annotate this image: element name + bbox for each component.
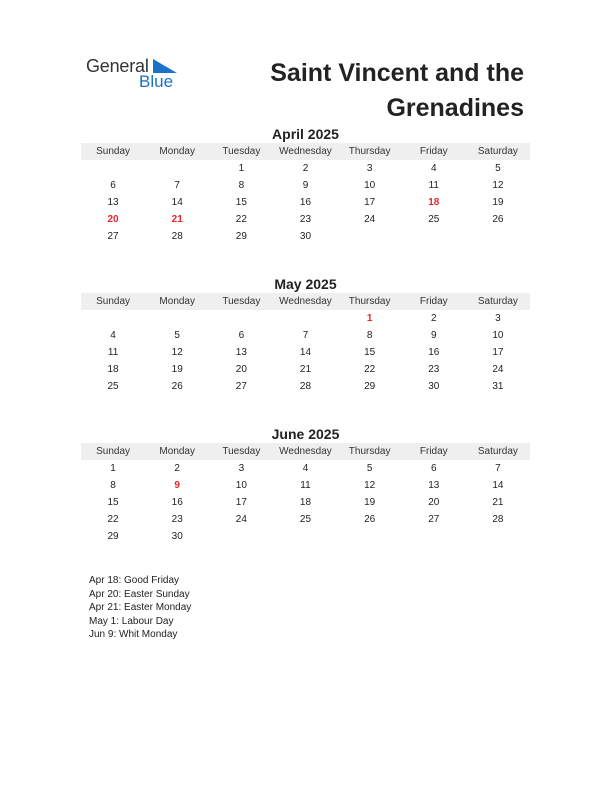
day-cell: 7 [302, 330, 309, 341]
day-cell: 16 [428, 347, 440, 358]
week-row [81, 344, 530, 361]
day-cell: 13 [107, 197, 119, 208]
weekday-label: Wednesday [279, 146, 332, 157]
day-cell: 10 [364, 180, 376, 191]
day-cell: 4 [430, 163, 437, 174]
day-cell: 29 [235, 231, 247, 242]
weekday-label: Wednesday [279, 446, 332, 457]
holiday-list [89, 574, 191, 642]
day-cell: 14 [299, 347, 312, 358]
logo-general-text: General [86, 56, 149, 76]
weekday-header-row [81, 293, 530, 310]
week-row [81, 460, 530, 477]
day-cell: 18 [107, 364, 119, 375]
day-cell: 22 [107, 514, 119, 525]
day-cell: 12 [364, 480, 376, 491]
day-cell: 25 [428, 214, 440, 225]
weekday-label: Saturday [477, 146, 518, 157]
day-cell: 29 [107, 531, 119, 542]
day-cell: 25 [299, 514, 312, 525]
day-cell: 3 [495, 313, 501, 324]
week-row [81, 494, 530, 511]
weekday-label: Monday [159, 446, 195, 457]
weekday-label: Saturday [477, 296, 518, 307]
weekday-label: Tuesday [222, 296, 261, 307]
page-title [270, 56, 524, 126]
day-cell: 26 [492, 214, 504, 225]
day-cell: 23 [428, 364, 440, 375]
day-cell: 28 [492, 514, 504, 525]
day-cell: 6 [430, 463, 437, 474]
day-cell: 10 [235, 480, 247, 491]
day-cell: 5 [174, 330, 180, 341]
week-row [81, 327, 530, 344]
day-cell: 29 [364, 381, 376, 392]
weekday-label: Thursday [348, 146, 391, 157]
day-cell: 31 [492, 381, 504, 392]
day-cell: 5 [495, 163, 501, 174]
day-cell: 30 [299, 231, 312, 242]
weekday-label: Tuesday [222, 446, 261, 457]
holiday-item: May 1: Labour Day [89, 615, 174, 627]
month-calendar [81, 275, 530, 395]
weekday-label: Monday [159, 296, 195, 307]
day-cell: 23 [171, 514, 183, 525]
holiday-item: Jun 9: Whit Monday [89, 629, 178, 641]
week-row [81, 378, 530, 395]
day-cell: 11 [300, 480, 311, 491]
day-cell: 9 [174, 480, 180, 491]
weekday-label: Friday [419, 146, 448, 157]
day-cell: 3 [238, 463, 245, 474]
weekday-label: Friday [419, 446, 448, 457]
day-cell: 23 [299, 214, 312, 225]
day-cell: 21 [492, 497, 504, 508]
day-cell: 22 [364, 364, 376, 375]
page-title-line-2: Grenadines [386, 94, 524, 122]
day-cell: 19 [171, 364, 183, 375]
day-cell: 21 [171, 214, 183, 225]
month-calendar [81, 125, 530, 245]
day-cell: 17 [364, 197, 376, 208]
day-cell: 30 [171, 531, 183, 542]
day-cell: 17 [235, 497, 247, 508]
month-title: May 2025 [274, 276, 337, 292]
weekday-header-row [81, 443, 530, 460]
day-cell: 30 [428, 381, 440, 392]
day-cell: 17 [492, 347, 504, 358]
day-cell: 19 [364, 497, 376, 508]
weekday-label: Monday [159, 146, 195, 157]
day-cell: 8 [238, 180, 245, 191]
day-cell: 24 [235, 514, 247, 525]
day-cell: 12 [171, 347, 183, 358]
day-cell: 27 [235, 381, 247, 392]
day-cell: 2 [302, 163, 309, 174]
day-cell: 3 [366, 163, 373, 174]
day-cell: 20 [235, 364, 247, 375]
day-cell: 26 [171, 381, 183, 392]
day-cell: 13 [428, 480, 440, 491]
day-cell: 28 [171, 231, 183, 242]
week-row [81, 211, 530, 228]
week-row [81, 511, 530, 528]
day-cell: 4 [302, 463, 309, 474]
day-cell: 1 [238, 163, 245, 174]
month-calendar [81, 425, 530, 545]
logo-triangle-icon [153, 59, 177, 73]
weekday-label: Sunday [96, 146, 131, 157]
day-cell: 8 [366, 330, 373, 341]
day-cell: 19 [492, 197, 504, 208]
day-cell: 8 [110, 480, 116, 491]
month-title: June 2025 [271, 426, 340, 442]
day-cell: 28 [299, 381, 312, 392]
day-cell: 22 [235, 214, 247, 225]
weekday-label: Tuesday [222, 146, 261, 157]
weekday-label: Sunday [96, 296, 131, 307]
holiday-item: Apr 20: Easter Sunday [89, 588, 190, 600]
day-cell: 11 [107, 347, 119, 358]
day-cell: 26 [364, 514, 376, 525]
day-cell: 6 [110, 180, 116, 191]
week-row [81, 228, 530, 245]
day-cell: 7 [174, 180, 180, 191]
day-cell: 24 [364, 214, 376, 225]
day-cell: 6 [238, 330, 245, 341]
weekday-label: Thursday [348, 296, 391, 307]
day-cell: 10 [492, 330, 504, 341]
month-title: April 2025 [272, 126, 339, 142]
day-cell: 15 [235, 197, 247, 208]
week-row [81, 361, 530, 378]
day-cell: 15 [107, 497, 119, 508]
day-cell: 16 [299, 197, 312, 208]
day-cell: 25 [107, 381, 119, 392]
day-cell: 27 [107, 231, 119, 242]
weekday-label: Thursday [348, 446, 391, 457]
week-row [81, 194, 530, 211]
week-row [81, 177, 530, 194]
day-cell: 1 [110, 463, 116, 474]
weekday-label: Saturday [477, 446, 518, 457]
holiday-item: Apr 18: Good Friday [89, 575, 180, 586]
day-cell: 12 [492, 180, 504, 191]
day-cell: 21 [299, 364, 312, 375]
day-cell: 13 [235, 347, 247, 358]
weekday-label: Wednesday [279, 296, 332, 307]
day-cell: 14 [171, 197, 183, 208]
day-cell: 20 [107, 214, 119, 225]
weekday-header-row [81, 143, 530, 160]
week-row [81, 160, 530, 177]
day-cell: 1 [366, 313, 373, 324]
day-cell: 18 [299, 497, 312, 508]
holiday-item: Apr 21: Easter Monday [89, 602, 192, 614]
day-cell: 9 [302, 180, 309, 191]
day-cell: 20 [428, 497, 440, 508]
day-cell: 27 [428, 514, 440, 525]
day-cell: 4 [110, 330, 116, 341]
week-row [81, 477, 530, 494]
logo-blue-text: Blue [139, 72, 174, 91]
day-cell: 16 [171, 497, 183, 508]
day-cell: 15 [364, 347, 376, 358]
day-cell: 24 [492, 364, 504, 375]
day-cell: 9 [430, 330, 437, 341]
logo [86, 56, 186, 96]
day-cell: 11 [428, 180, 439, 191]
day-cell: 5 [366, 463, 373, 474]
week-row [81, 310, 530, 327]
weekday-label: Sunday [96, 446, 131, 457]
day-cell: 14 [492, 480, 504, 491]
day-cell: 18 [428, 197, 440, 208]
day-cell: 2 [174, 463, 180, 474]
day-cell: 2 [430, 313, 437, 324]
day-cell: 7 [495, 463, 501, 474]
page-title-line-1: Saint Vincent and the [270, 59, 524, 87]
week-row [81, 528, 530, 545]
weekday-label: Friday [419, 296, 448, 307]
